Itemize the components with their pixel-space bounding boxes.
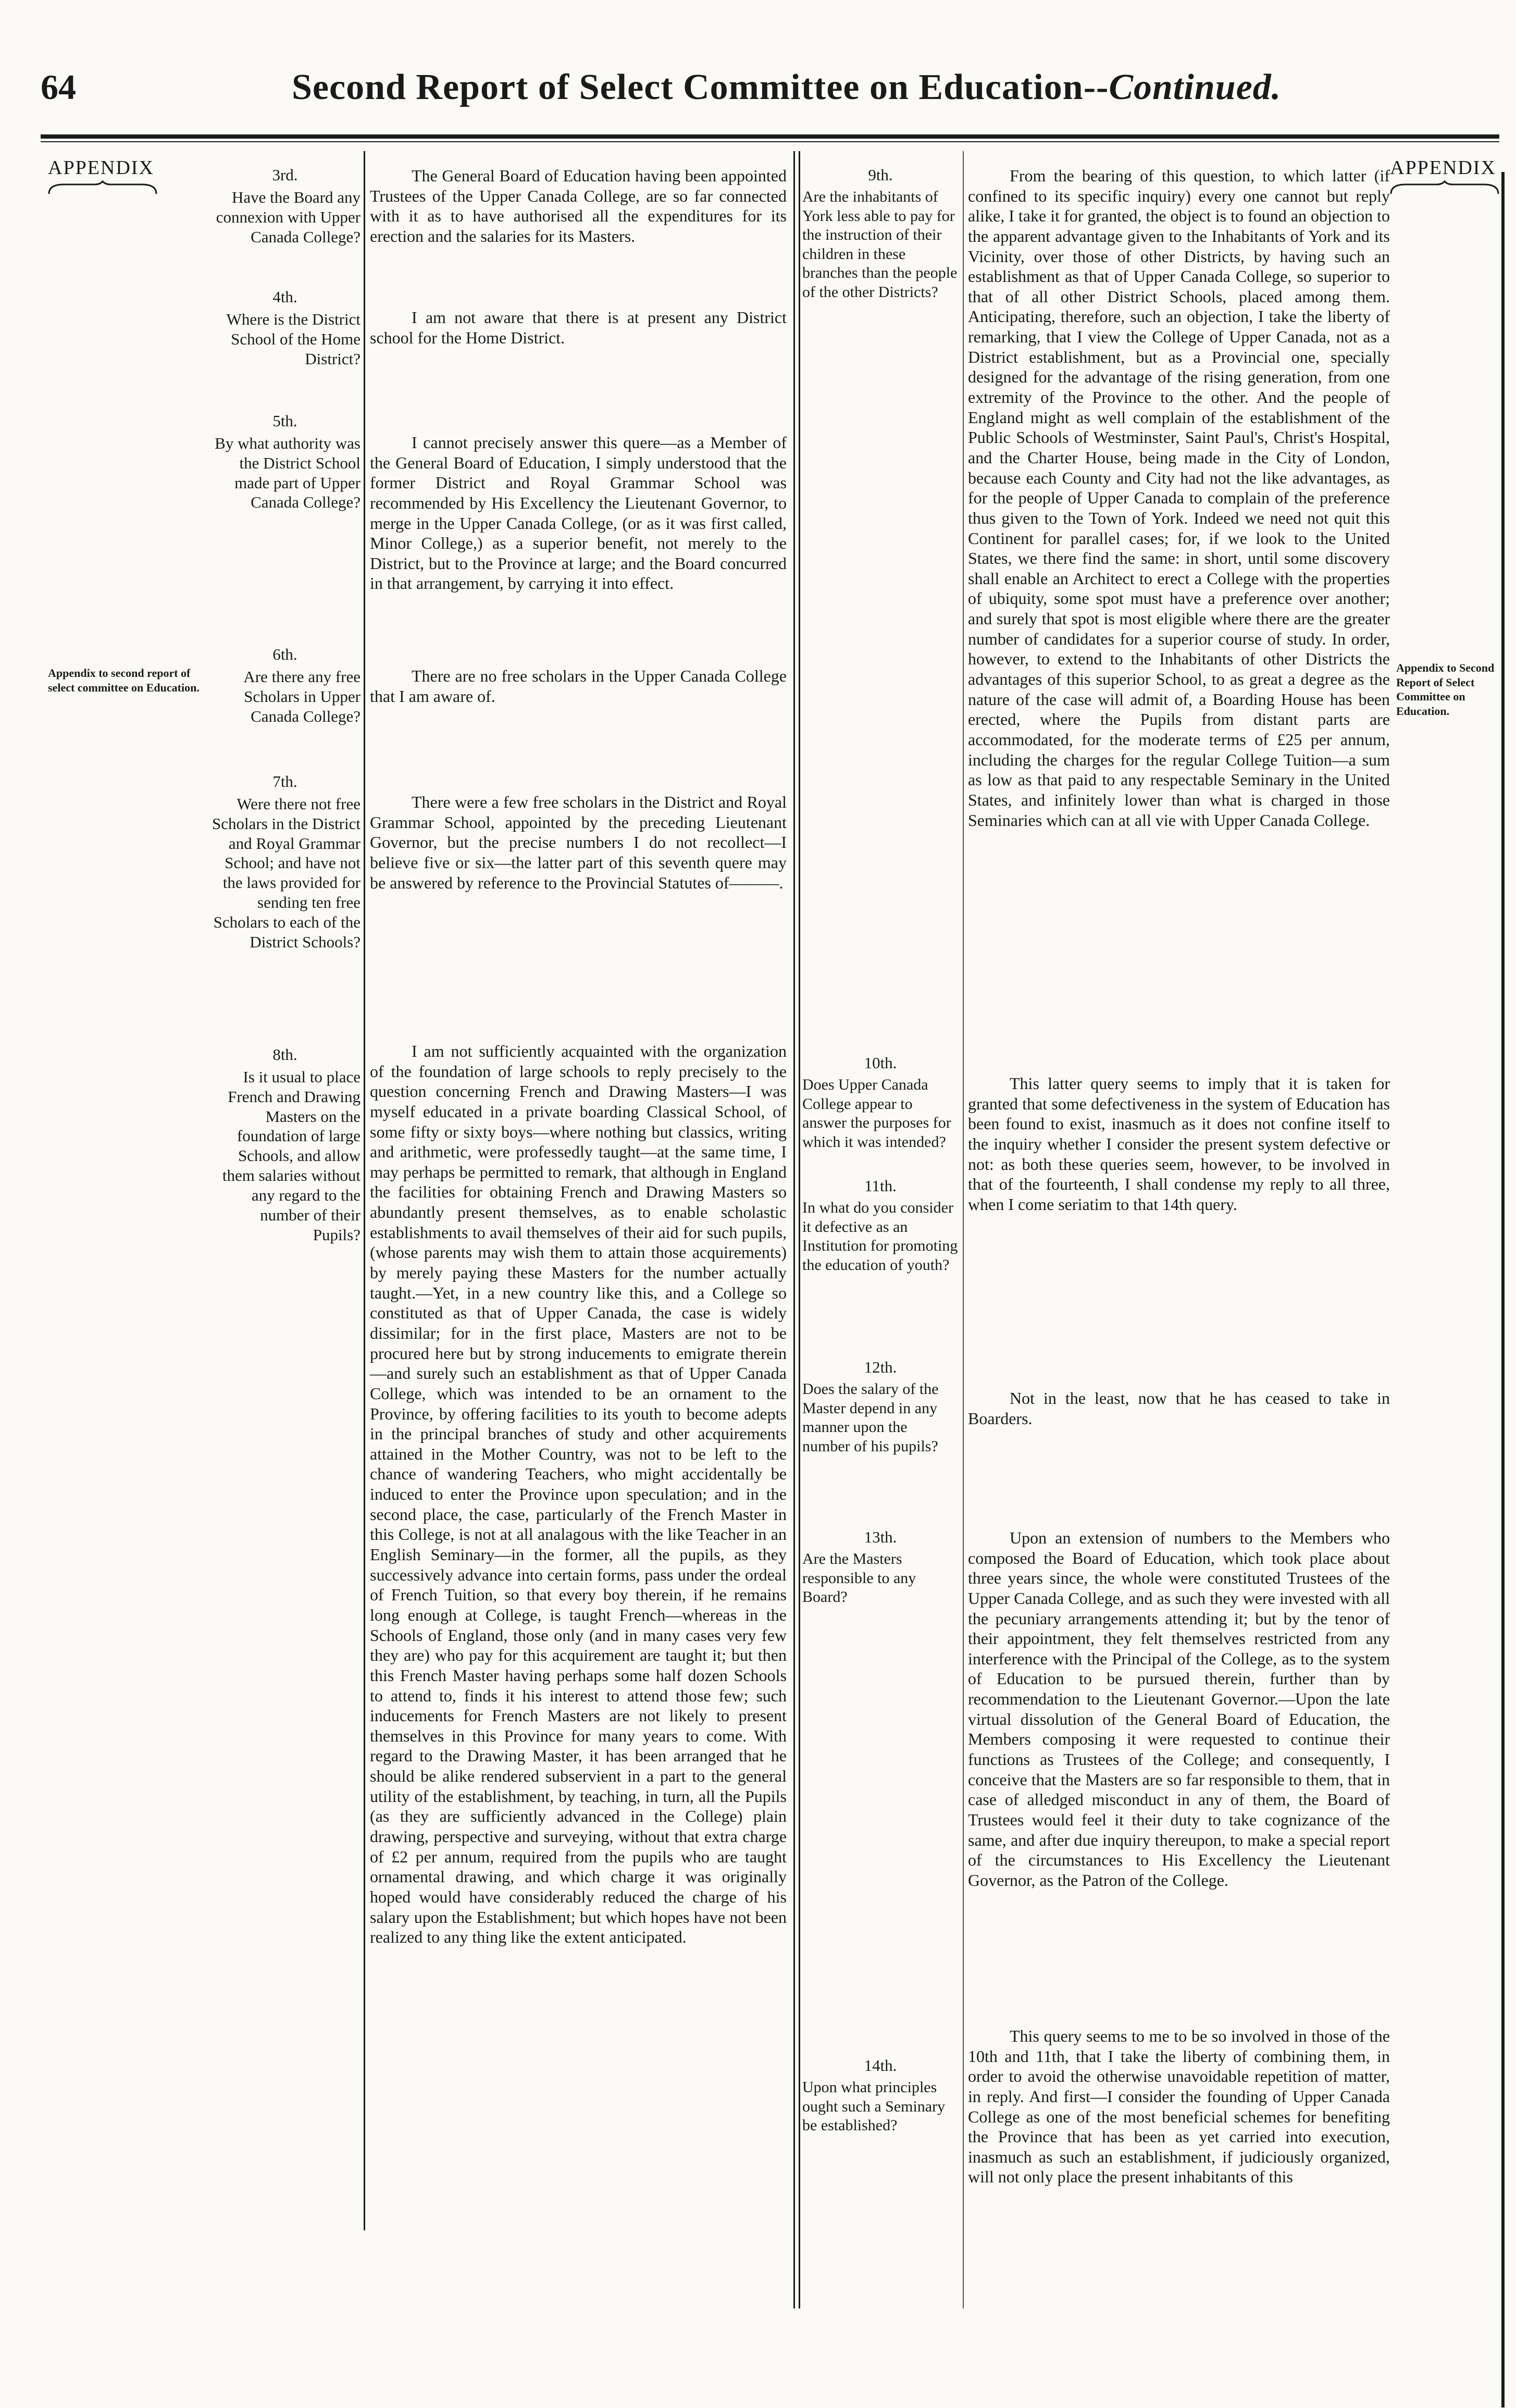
question-text: Are the inhabitants of York less able to pay for the instruction of their children in these branches than the people of the other Districts?	[802, 188, 958, 301]
question-number: 4th.	[272, 288, 297, 306]
page-title	[292, 67, 1360, 108]
question-text: Are there any free Scholars in Upper Canada College?	[243, 668, 361, 725]
question-number: 5th.	[272, 412, 297, 430]
question-3	[209, 166, 361, 246]
question-text: Where is the District School of the Home District?	[226, 310, 361, 368]
title-continued: Continued.	[1109, 67, 1282, 107]
column-rule	[793, 151, 795, 2308]
question-text: Does Upper Canada College appear to answer the purposes for which it was intended?	[802, 1076, 951, 1151]
title-text: Second Report of Select Committee on Education--	[292, 67, 1109, 107]
answer-14: This query seems to me to be so involved in those of the 10th and 11th, that I take the liberty of combining them, in order to avoid the otherwise unavoidable repetition of matter, in reply. And first—I consider the founding of Upper Canada College as one of the most beneficial schemes for benefiting the Province that has been as yet carried into execution, inasmuch as such an establishment, if judiciously organized, will not only place the present inhabitants of this	[968, 2027, 1390, 2187]
margin-tag-right: APPENDIX	[1390, 157, 1496, 179]
question-number: 13th.	[864, 1528, 897, 1546]
question-number: 10th.	[864, 1054, 897, 1072]
question-12	[802, 1358, 959, 1456]
question-text: In what do you consider it defective as an Institution for promoting the education of youth?	[802, 1199, 958, 1274]
answer-6: There are no free scholars in the Upper Canada College that I am aware of.	[370, 666, 787, 706]
column-rule	[963, 151, 964, 2308]
margin-note-left: Appendix to second report of select committee on Education.	[48, 666, 200, 694]
answer-9: From the bearing of this question, to which latter (if confined to its specific inquiry) every one cannot but reply alike, I take it for granted, the object is to found an objection to the apparent advantage given to the Inhabitants of York and its Vicinity, over those of other Districts, by having such an establishment as that of Upper Canada College, so superior to that of all other District Schools, placed among them. Anticipating, therefore, such an objection, I take the liberty of remarking, that I view the College of Upper Canada, not as a District establishment, but as a Provincial one, specially designed for the advantage of the rising generation, from one extremity of the Province to the other. And the people of England might as well complain of the establishment of the Public Schools of Westminster, Saint Paul's, Christ's Hospital, and the Charter House, being made in the City of London, because each County and City had not the like advantages, as for the people of Upper Canada to complain of the preference thus given to the Town of York. Indeed we need not quit this Continent for parallel cases; for, if we look to the United States, we there find the same: in short, until some discovery shall enable an Architect to erect a College with the properties of ubiquity, some spot must have a preference over another; and surely that spot is most eligible where there are the greater number of candidates for a superior course of study. In order, however, to extend to the Inhabitants of other Districts the advantages of this superior School, to as great a degree as the nature of the case will admit of, a Boarding House has been erected, where the Pupils from distant parts are accommodated, for the moderate terms of £25 per annum, including the charges for the regular College Tuition—a sum as low as that paid to any respectable Seminary in the United States, and infinitely lower than what is charged in those Seminaries which can at all vie with Upper Canada College.	[968, 166, 1390, 830]
question-8	[209, 1045, 361, 1244]
question-number: 8th.	[272, 1045, 297, 1064]
question-number: 14th.	[864, 2056, 897, 2074]
answer-7: There were a few free scholars in the District and Royal Grammar School, appointed by the preceding Lieutenant Governor, but the precise numbers I do not recollect—I believe five or six—the latter part of this seventh quere may be answered by reference to the Provincial Statutes of———.	[370, 793, 787, 892]
page-number: 64	[41, 67, 76, 107]
column-rule	[799, 151, 800, 2308]
question-7	[209, 772, 361, 952]
answer-12: Not in the least, now that he has ceased to take in Boarders.	[968, 1389, 1390, 1428]
question-number: 12th.	[864, 1358, 897, 1376]
answer-3: The General Board of Education having been appointed Trustees of the Upper Canada College, are so far connected with it as to have authorised all the expenditures for its erection and the salaries for its Masters.	[370, 166, 787, 245]
question-number: 3rd.	[272, 166, 298, 184]
answer-8: I am not sufficiently acquainted with the organization of the foundation of large schools to reply precisely to the question concerning French and Drawing Masters—I was myself educated in a private boarding Classical School, of some fifty or sixty boys—where nothing but classics, writing and arithmetic, were professedly taught—at the same time, I may perhaps be permitted to remark, that although in England the facilities for obtaining French and Drawing Masters so abundantly present themselves, as to enable scholastic establishments to avail themselves of their aid for such pupils, (whose parents may wish them to attain those acquirements) by merely paying these Masters for the number actually taught.—Yet, in a new country like this, and a College so constituted as that of Upper Canada, the case is widely dissimilar; for in the first place, Masters are not to be procured here but by strong inducements to emigrate therein—and surely such an establishment as that of Upper Canada College, which was intended to be an ornament to the Province, by offering facilities to its youth to become adepts in the principal branches of study and other acquirements attained in the Mother Country, was not to be left to the chance of wandering Teachers, who might accidentally be induced to enter the Province upon speculation; and in the second place, the case, particularly of the French Master in this College, is not at all analagous with the like Teacher in an English Seminary—in the former, all the pupils, as they successively advance into certain forms, pass under the ordeal of French Tuition, so that every boy therein, if he remains long enough at College, is taught French—whereas in the Schools of England, those only (and in many cases very few they are) who pay for this acquirement are taught it; but then this French Master having perhaps some half dozen Schools to attend to, finds it his interest to attend those few; such inducements for French Masters are not likely to present themselves in this Province for many years to come. With regard to the Drawing Master, it has been arranged that he should be alike rendered subservient in a part to the general utility of the establishment, by teaching, in turn, all the Pupils (as they are sufficiently advanced in the College) plain drawing, perspective and surveying, without that extra charge of £2 per annum, required from the pupils who are taught ornamental drawing, and which charge it was originally hoped would have considerably reduced the charge of his salary upon the Establishment; but which hopes have not been realized to any thing like the extent anticipated.	[370, 1042, 787, 1947]
question-number: 7th.	[272, 772, 297, 791]
question-5	[209, 412, 361, 512]
question-number: 11th.	[864, 1177, 897, 1195]
answer-4: I am not aware that there is at present any District school for the Home District.	[370, 308, 787, 347]
question-9	[802, 166, 959, 302]
margin-note-right: Appendix to Second Report of Select Committee on Education.	[1396, 661, 1495, 718]
answer-5: I cannot precisely answer this quere—as a Member of the General Board of Education, I simply understood that the former District and Royal Grammar School was recommended by His Excellency the Lieutenant Governor, to merge in the Upper Canada College, (or as it was first called, Minor College,) as a superior benefit, not merely to the District, but to the Province at large; and the Board concurred in that arrangement, by carrying it into effect.	[370, 433, 787, 593]
brace-right	[1390, 180, 1499, 195]
question-number: 9th.	[868, 166, 893, 184]
answer-10-11: This latter query seems to imply that it is taken for granted that some defectiveness in the system of Education has been found to exist, inasmuch as it does not confine itself to the inquiry whether I consider the present system defective or not: as both these queries seem, however, to be involved in that of the fourteenth, I shall condense my reply to all three, when I come seriatim to that 14th query.	[968, 1074, 1390, 1214]
header-rule-thin	[41, 141, 1499, 142]
question-text: By what authority was the District School made part of Upper Canada College?	[215, 434, 361, 512]
question-number: 6th.	[272, 645, 297, 663]
question-text: Are the Masters responsible to any Board?	[802, 1550, 916, 1606]
brace-left	[48, 180, 157, 195]
question-text: Is it usual to place French and Drawing Masters on the foundation of large Schools, and allow them salaries without any regard to the number of their Pupils?	[222, 1068, 361, 1244]
question-11	[802, 1177, 959, 1275]
question-10	[802, 1054, 959, 1152]
page-edge	[1501, 172, 1505, 2407]
header-rule-thick	[41, 134, 1499, 139]
question-text: Were there not free Scholars in the District and Royal Grammar School; and have not the laws provided for sending ten free Scholars to each of the District Schools?	[212, 795, 361, 951]
question-6	[209, 645, 361, 726]
answer-13: Upon an extension of numbers to the Members who composed the Board of Education, which took place about three years since, the whole were constituted Trustees of the Upper Canada College, and as such they were invested with all the pecuniary arrangements attending it; but by the tenor of their appointment, they felt themselves restricted from any interference with the Principal of the College, as to the system of Education to be pursued therein, further than by recommendation to the Lieutenant Governor.—Upon the late virtual dissolution of the General Board of Education, the Members composing it were requested to continue their functions as Trustees of the College; and consequently, I conceive that the Masters are so far responsible to them, that in case of alledged misconduct in any of them, the Board of Trustees would feel it their duty to take cognizance of the same, and after due inquiry thereupon, to make a special report of the circumstances to His Excellency the Lieutenant Governor, as the Patron of the College.	[968, 1528, 1390, 1890]
question-text: Have the Board any connexion with Upper Canada College?	[216, 188, 361, 246]
question-text: Does the salary of the Master depend in any manner upon the number of his pupils?	[802, 1380, 939, 1455]
margin-tag-left: APPENDIX	[48, 157, 154, 179]
question-13	[802, 1528, 959, 1607]
question-14	[802, 2056, 959, 2135]
question-text: Upon what principles ought such a Seminary be established?	[802, 2079, 946, 2134]
question-4	[209, 288, 361, 368]
column-rule	[364, 151, 365, 2230]
